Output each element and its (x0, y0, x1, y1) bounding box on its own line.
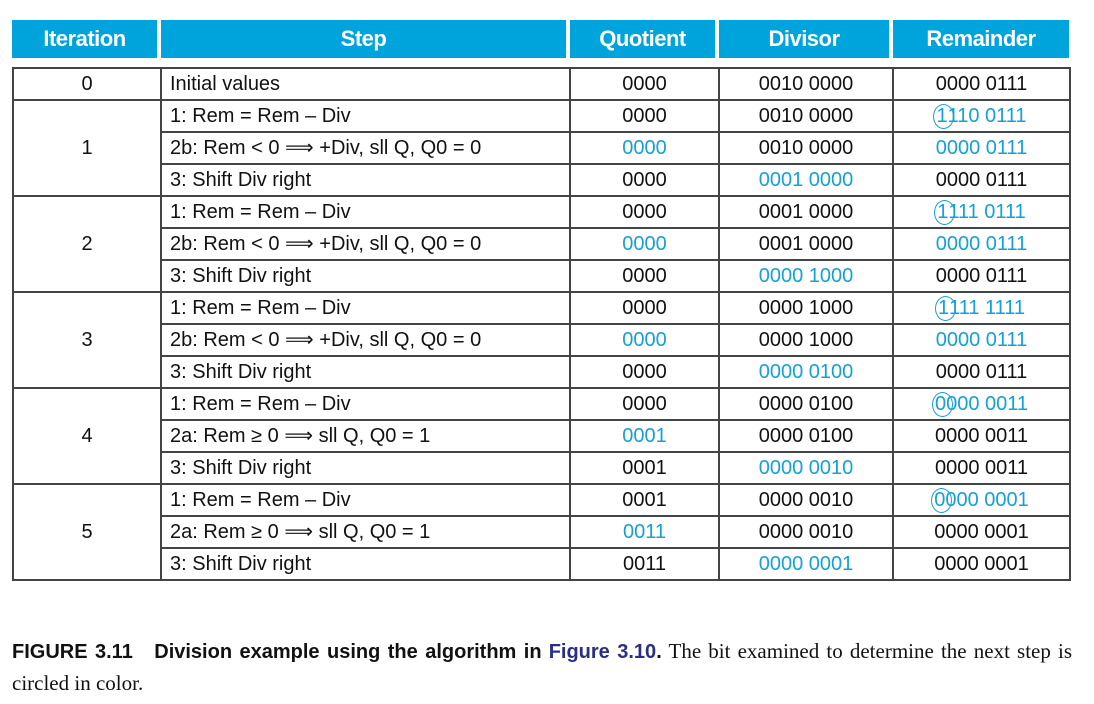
table-row (13, 388, 1070, 420)
remainder-cell (893, 196, 1070, 228)
remainder-cell (893, 132, 1070, 164)
remainder-cell (893, 292, 1070, 324)
remainder-cell (893, 228, 1070, 260)
step-cell: 3: Shift Div right (161, 548, 570, 580)
remainder-value: 0000 0001 (934, 521, 1029, 543)
table-row (13, 452, 1070, 484)
table-row (13, 420, 1070, 452)
remainder-cell (893, 324, 1070, 356)
divisor-cell: 0010 0000 (719, 100, 893, 132)
table-row (13, 196, 1070, 228)
step-cell: 3: Shift Div right (161, 260, 570, 292)
remainder-cell (893, 420, 1070, 452)
circled-bit: 0 (934, 485, 945, 515)
remainder-value: 0000 0111 (935, 361, 1028, 383)
remainder-cell (893, 164, 1070, 196)
caption-figure-link[interactable]: Figure 3.10 (548, 641, 657, 663)
remainder-value: 0000 0011 (934, 457, 1029, 479)
caption-title: Division example using the algorithm in (154, 641, 542, 663)
remainder-value: 0000 0111 (935, 265, 1028, 287)
remainder-value: 0000 0111 (935, 233, 1028, 255)
quotient-cell: 0000 (570, 164, 719, 196)
table-row (13, 228, 1070, 260)
iteration-cell: 3 (13, 292, 161, 388)
iteration-cell: 5 (13, 484, 161, 580)
divisor-cell: 0000 0100 (719, 388, 893, 420)
caption-label: FIGURE 3.11 (12, 641, 133, 663)
divisor-cell: 0000 1000 (719, 292, 893, 324)
table-row (13, 484, 1070, 516)
quotient-cell: 0001 (570, 452, 719, 484)
quotient-cell: 0000 (570, 260, 719, 292)
divisor-cell: 0000 0100 (719, 420, 893, 452)
table-row (13, 164, 1070, 196)
divisor-cell: 0000 0010 (719, 516, 893, 548)
step-cell: 1: Rem = Rem – Div (161, 100, 570, 132)
figure-caption (12, 636, 1072, 699)
remainder-cell (893, 356, 1070, 388)
header-divisor: Divisor (719, 20, 889, 58)
iteration-cell: 1 (13, 100, 161, 196)
remainder-value: 0000 0001 (934, 553, 1029, 575)
quotient-cell: 0000 (570, 388, 719, 420)
step-cell: 2a: Rem ≥ 0 ⟹ sll Q, Q0 = 1 (161, 420, 570, 452)
iteration-cell: 0 (13, 68, 161, 100)
step-cell: 2b: Rem < 0 ⟹ +Div, sll Q, Q0 = 0 (161, 132, 570, 164)
remainder-cell (893, 100, 1070, 132)
header-iteration: Iteration (12, 20, 157, 58)
table-row (13, 132, 1070, 164)
remainder-value: 110 0111 (947, 105, 1027, 127)
divisor-cell: 0001 0000 (719, 164, 893, 196)
table-row (13, 260, 1070, 292)
remainder-cell (893, 516, 1070, 548)
divisor-cell: 0001 0000 (719, 196, 893, 228)
remainder-cell (893, 68, 1070, 100)
table-row (13, 68, 1070, 100)
step-cell: 3: Shift Div right (161, 356, 570, 388)
quotient-cell: 0000 (570, 100, 719, 132)
divisor-cell: 0000 0010 (719, 452, 893, 484)
caption-period: . (656, 641, 662, 663)
remainder-cell (893, 452, 1070, 484)
quotient-cell: 0001 (570, 484, 719, 516)
iteration-cell: 4 (13, 388, 161, 484)
remainder-cell (893, 484, 1070, 516)
table-row (13, 356, 1070, 388)
quotient-cell: 0000 (570, 356, 719, 388)
divisor-cell: 0000 1000 (719, 260, 893, 292)
circled-bit: 0 (935, 389, 946, 419)
divisor-cell: 0000 0100 (719, 356, 893, 388)
quotient-cell: 0000 (570, 228, 719, 260)
table-row (13, 100, 1070, 132)
quotient-cell: 0000 (570, 196, 719, 228)
remainder-cell (893, 260, 1070, 292)
quotient-cell: 0011 (570, 548, 719, 580)
table-header (12, 20, 1069, 58)
quotient-cell: 0001 (570, 420, 719, 452)
table-row (13, 324, 1070, 356)
step-cell: 3: Shift Div right (161, 164, 570, 196)
remainder-value: 0000 0111 (935, 73, 1028, 95)
step-cell: Initial values (161, 68, 570, 100)
remainder-value: 0000 0111 (935, 329, 1028, 351)
quotient-cell: 0000 (570, 292, 719, 324)
step-cell: 1: Rem = Rem – Div (161, 196, 570, 228)
division-table (12, 67, 1071, 581)
step-cell: 2a: Rem ≥ 0 ⟹ sll Q, Q0 = 1 (161, 516, 570, 548)
caption-text: The bit examined to determine the next step is circled in color. (12, 639, 1073, 695)
step-cell: 1: Rem = Rem – Div (161, 388, 570, 420)
remainder-cell (893, 548, 1070, 580)
remainder-value: 000 0011 (946, 393, 1029, 415)
divisor-cell: 0010 0000 (719, 68, 893, 100)
quotient-cell: 0000 (570, 132, 719, 164)
circled-bit: 1 (937, 197, 948, 227)
remainder-value: 0000 0111 (935, 137, 1028, 159)
header-quotient: Quotient (570, 20, 715, 58)
circled-bit: 1 (938, 293, 949, 323)
iteration-cell: 2 (13, 196, 161, 292)
divisor-cell: 0010 0000 (719, 132, 893, 164)
table-row (13, 516, 1070, 548)
circled-bit: 1 (936, 101, 947, 131)
remainder-value: 111 1111 (949, 297, 1026, 319)
table-row (13, 548, 1070, 580)
divisor-cell: 0000 0010 (719, 484, 893, 516)
remainder-value: 0000 0111 (935, 169, 1028, 191)
header-step: Step (161, 20, 566, 58)
step-cell: 2b: Rem < 0 ⟹ +Div, sll Q, Q0 = 0 (161, 324, 570, 356)
step-cell: 1: Rem = Rem – Div (161, 292, 570, 324)
step-cell: 3: Shift Div right (161, 452, 570, 484)
remainder-value: 0000 0011 (934, 425, 1029, 447)
remainder-cell (893, 388, 1070, 420)
quotient-cell: 0000 (570, 324, 719, 356)
quotient-cell: 0000 (570, 68, 719, 100)
quotient-cell: 0011 (570, 516, 719, 548)
remainder-value: 111 0111 (948, 201, 1026, 223)
table-row (13, 292, 1070, 324)
divisor-cell: 0000 0001 (719, 548, 893, 580)
step-cell: 2b: Rem < 0 ⟹ +Div, sll Q, Q0 = 0 (161, 228, 570, 260)
divisor-cell: 0001 0000 (719, 228, 893, 260)
remainder-value: 000 0001 (945, 489, 1029, 511)
header-remainder: Remainder (893, 20, 1069, 58)
step-cell: 1: Rem = Rem – Div (161, 484, 570, 516)
divisor-cell: 0000 1000 (719, 324, 893, 356)
